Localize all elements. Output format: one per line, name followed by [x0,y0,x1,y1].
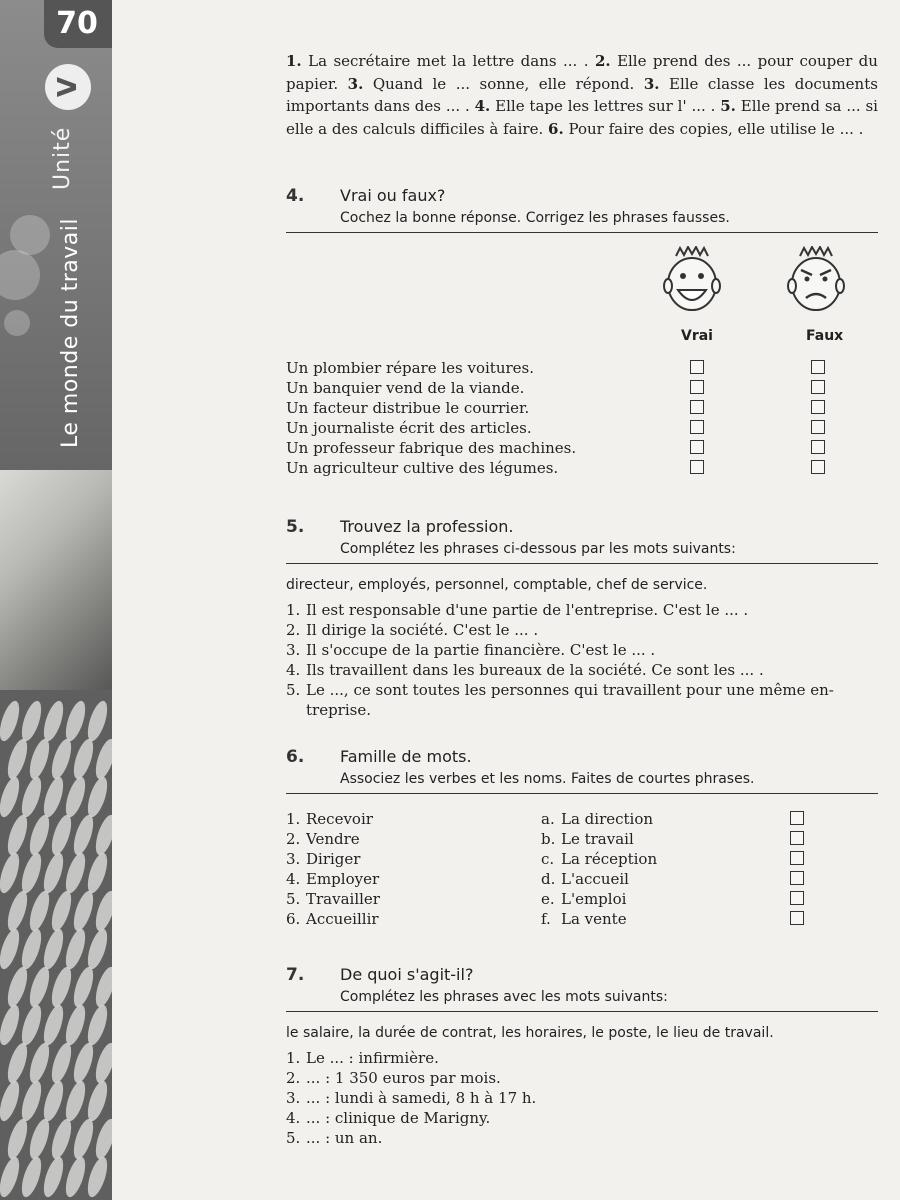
false-checkbox[interactable] [811,360,825,374]
decorative-ellipse [84,775,111,820]
statement-text: Un facteur distribue le courrier. [286,399,530,417]
sentence-text: Quand le ... sonne, elle répond. [372,74,635,93]
statement-row [286,418,532,438]
noun-item [541,889,626,909]
decorative-ellipse [70,965,97,1010]
exercise-number: 5. [286,517,305,537]
item-text: ... : un an. [306,1129,383,1147]
item-number: 4. [286,870,301,888]
decorative-ellipse [4,1041,31,1086]
decorative-ellipse [0,1003,23,1048]
noun-text: La réception [561,850,658,868]
match-checkbox[interactable] [790,851,804,865]
decorative-circle [4,310,30,336]
decorative-ellipse [0,927,23,972]
sentence-number: 2. [594,52,611,70]
item-number: 1. [286,601,301,619]
statement-row [286,438,576,458]
list-item [286,1088,536,1108]
noun-text: Le travail [561,830,634,848]
office-photo [0,470,112,690]
decorative-ellipse [26,1041,53,1086]
exercise-5-header [286,517,878,565]
decorative-ellipse [84,851,111,896]
decorative-ellipse [70,737,97,782]
decorative-ellipse [0,851,23,896]
verb-text: Travailler [306,890,380,908]
decorative-ellipse [62,851,89,896]
decorative-ellipse [26,813,53,858]
divider [286,793,878,794]
item-text: Ils travaillent dans les bureaux de la société. Ce sont les ... . [306,661,764,679]
item-text: Le ..., ce sont toutes les personnes qui travaillent pour une même en- [306,681,834,699]
item-text: Le ... : infirmière. [306,1049,439,1067]
angry-face-icon [786,246,846,314]
unit-label: Unité [50,126,75,190]
exercise-instruction: Cochez la bonne réponse. Corrigez les phrases fausses. [340,210,730,226]
item-letter: d. [541,870,556,888]
sentence-text: Elle tape les lettres sur l' ... . [495,97,716,115]
item-letter: a. [541,810,555,828]
noun-text: La direction [561,810,654,828]
true-checkbox[interactable] [690,400,704,414]
exercise-instruction: Complétez les phrases avec les mots suivants: [340,989,668,1005]
word-bank: directeur, employés, personnel, comptable, chef de service. [286,577,708,593]
exercise-7-header [286,965,878,1013]
decorative-ellipse [18,851,45,896]
verb-text: Employer [306,870,380,888]
verb-item [286,869,379,889]
list-item [286,1068,501,1088]
sentence-text: Pour faire des copies, elle utilise le ... . [568,119,864,138]
sentence-number: 6. [548,119,564,138]
list-item-continuation [306,700,371,720]
item-number: 5. [286,890,301,908]
decorative-ellipse [48,1041,75,1086]
list-item [286,1108,490,1128]
decorative-ellipse [4,737,31,782]
verb-item [286,809,373,829]
exercise-title: Famille de mots. [340,747,472,766]
decorative-ellipse [62,1079,89,1124]
verb-text: Accueillir [306,910,379,928]
false-checkbox[interactable] [811,400,825,414]
decorative-ellipse [18,699,45,744]
decorative-ellipse [84,1003,111,1048]
statement-text: Un banquier vend de la viande. [286,379,525,397]
decorative-ellipse [40,699,67,744]
item-number: 4. [286,1109,301,1127]
item-number: 6. [286,910,301,928]
match-checkbox[interactable] [790,811,804,825]
item-letter: b. [541,830,556,848]
decorative-ellipse [48,737,75,782]
noun-text: L'accueil [561,870,629,888]
true-checkbox[interactable] [690,420,704,434]
decorative-ellipse [62,927,89,972]
exercise-title: Vrai ou faux? [340,186,446,205]
decorative-ellipse [92,737,112,782]
decorative-ellipse [26,965,53,1010]
item-letter: e. [541,890,555,908]
decorative-ellipse [62,1003,89,1048]
decorative-ellipse [84,1155,111,1200]
decorative-ellipse [4,889,31,934]
statement-row [286,358,534,378]
exercise-title: De quoi s'agit-il? [340,965,474,984]
decorative-ellipse [18,1155,45,1200]
verb-item [286,849,360,869]
false-checkbox[interactable] [811,460,825,474]
noun-item [541,909,627,929]
verb-item [286,889,380,909]
sentence-text: Elle prend sa ... si elle a des calculs difficiles à faire. [286,97,878,138]
decorative-ellipse [40,1003,67,1048]
item-number: 4. [286,661,301,679]
decorative-ellipse [40,775,67,820]
exercise-number: 7. [286,965,305,985]
unit-numeral-badge: V [45,64,91,110]
statement-text: Un plombier répare les voitures. [286,359,534,377]
item-number: 5. [286,681,301,699]
decorative-ellipse [26,1117,53,1162]
decorative-ellipse [0,775,23,820]
item-text: Il s'occupe de la partie financière. C'est le ... . [306,641,656,659]
decorative-ellipse [92,965,112,1010]
statement-text: Un professeur fabrique des machines. [286,439,577,457]
true-checkbox[interactable] [690,380,704,394]
decorative-ellipse [70,1041,97,1086]
false-checkbox[interactable] [811,420,825,434]
exercise-6-header [286,747,878,795]
item-number: 1. [286,810,301,828]
decorative-ellipse [26,889,53,934]
decorative-ellipse [0,699,23,744]
decorative-ellipse [40,927,67,972]
happy-face-icon [662,246,722,314]
decorative-ellipse [70,1117,97,1162]
column-header-true: Vrai [681,328,713,344]
item-number: 2. [286,830,301,848]
true-checkbox[interactable] [690,360,704,374]
verb-text: Diriger [306,850,361,868]
decorative-ellipse [84,927,111,972]
item-number: 3. [286,1089,301,1107]
decorative-ellipse [48,1117,75,1162]
list-item [286,1048,439,1068]
decorative-ellipse [4,1117,31,1162]
item-letter: c. [541,850,555,868]
decorative-ellipse [92,813,112,858]
decorative-ellipse [70,889,97,934]
item-number: 3. [286,850,301,868]
decorative-ellipse [26,737,53,782]
item-text: Il dirige la société. C'est le ... . [306,621,539,639]
decorative-ellipse [92,1117,112,1162]
column-header-false: Faux [806,328,844,344]
match-checkbox[interactable] [790,871,804,885]
verb-text: Vendre [306,830,360,848]
list-item [286,640,655,660]
noun-text: La vente [561,910,627,928]
decorative-ellipse [40,1079,67,1124]
match-checkbox[interactable] [790,831,804,845]
item-number: 2. [286,621,301,639]
decorative-ellipse [62,775,89,820]
noun-item [541,809,653,829]
word-bank: le salaire, la durée de contrat, les horaires, le poste, le lieu de travail. [286,1025,774,1041]
statement-row [286,458,558,478]
decorative-ellipse [4,813,31,858]
face-illustrations [662,246,862,316]
decorative-ellipse [62,1155,89,1200]
exercise-instruction: Complétez les phrases ci-dessous par les mots suivants: [340,541,736,557]
decorative-ellipse [40,851,67,896]
divider [286,1011,878,1012]
false-checkbox[interactable] [811,380,825,394]
verb-item [286,829,360,849]
match-checkbox[interactable] [790,891,804,905]
exercise-3-sentences [286,50,878,140]
verb-item [286,909,379,929]
statement-row [286,378,524,398]
decorative-ellipse [70,813,97,858]
list-item [286,600,748,620]
sentence-text: Elle prend des ... pour couper du papier. [286,52,878,93]
page-number: 70 [56,6,98,41]
item-number: 2. [286,1069,301,1087]
decorative-ellipse [40,1155,67,1200]
statement-text: Un agriculteur cultive des légumes. [286,459,559,477]
statement-text: Un journaliste écrit des articles. [286,419,532,437]
sentence-number: 3. [643,74,660,93]
false-checkbox[interactable] [811,440,825,454]
decorative-ellipse [18,775,45,820]
decorative-ellipse [18,927,45,972]
decorative-ellipse [48,813,75,858]
decorative-ellipse [18,1079,45,1124]
item-text: ... : lundi à samedi, 8 h à 17 h. [306,1089,537,1107]
exercise-title: Trouvez la profession. [340,517,514,536]
decorative-ellipse [84,1079,111,1124]
item-letter: f. [541,910,551,928]
decorative-ellipse [0,1155,23,1200]
list-item [286,660,764,680]
exercise-number: 6. [286,747,305,767]
sentence-number: 5. [720,97,736,115]
exercise-instruction: Associez les verbes et les noms. Faites de courtes phrases. [340,771,755,787]
true-checkbox[interactable] [690,460,704,474]
decorative-ellipse [0,1079,23,1124]
verb-text: Recevoir [306,810,373,828]
statement-row [286,398,529,418]
item-number: 5. [286,1129,301,1147]
item-number: 1. [286,1049,301,1067]
item-text: Il est responsable d'une partie de l'entreprise. C'est le ... . [306,601,749,619]
noun-item [541,829,634,849]
decorative-circle [10,215,50,255]
decorative-ellipse [48,965,75,1010]
decorative-ellipse [62,699,89,744]
list-item [286,620,538,640]
exercise-4-header [286,186,878,234]
true-checkbox[interactable] [690,440,704,454]
noun-item [541,849,657,869]
decorative-ellipse [18,1003,45,1048]
sentence-number: 4. [474,97,491,115]
noun-text: L'emploi [561,890,627,908]
decorative-ellipse [92,889,112,934]
exercise-number: 4. [286,186,305,206]
decorative-ellipse [92,1041,112,1086]
match-checkbox[interactable] [790,911,804,925]
decorative-ellipse [4,965,31,1010]
divider [286,232,878,233]
item-number: 3. [286,641,301,659]
chapter-title: Le monde du travail [58,217,83,448]
divider [286,563,878,564]
list-item [286,1128,382,1148]
sentence-number: 1. [286,52,302,70]
noun-item [541,869,629,889]
item-text: treprise. [306,701,371,719]
decorative-ellipse [84,699,111,744]
sentence-number: 3. [347,74,364,93]
item-text: ... : clinique de Marigny. [306,1109,491,1127]
item-text: ... : 1 350 euros par mois. [306,1069,501,1087]
decorative-ellipse [48,889,75,934]
list-item [286,680,834,700]
sentence-text: Elle classe les documents importants dans des ... . [286,74,878,115]
sentence-text: La secrétaire met la lettre dans ... . [308,52,589,70]
